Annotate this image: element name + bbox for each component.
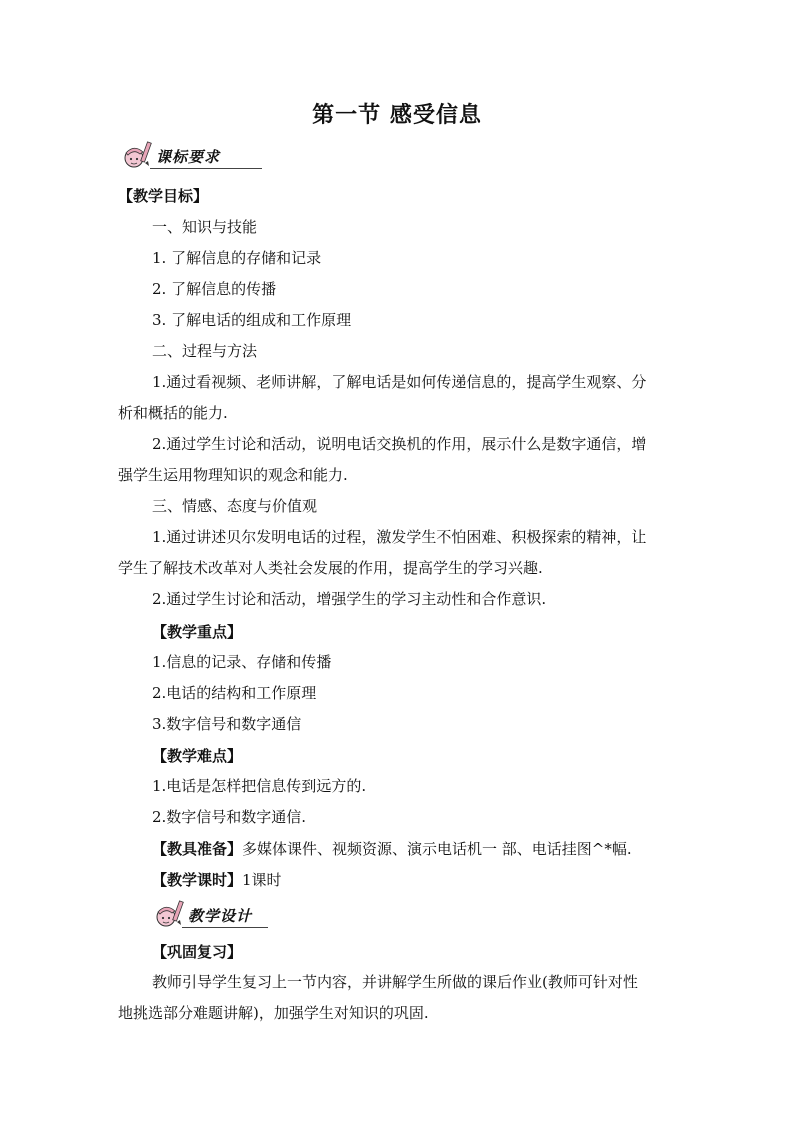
knowledge-item-3: 3. 了解电话的组成和工作原理 bbox=[152, 311, 352, 329]
emotion-heading: 三、情感、态度与价值观 bbox=[152, 497, 318, 515]
teaching-tools bbox=[152, 839, 632, 859]
process-item-2-line-1: 2.通过学生讨论和活动，说明电话交换机的作用，展示什么是数字通信，增 bbox=[152, 435, 647, 453]
process-item-2-line-2: 强学生运用物理知识的观念和能力. bbox=[118, 466, 348, 484]
process-item-1-line-2: 析和概括的能力. bbox=[118, 404, 228, 422]
section-underline bbox=[150, 168, 262, 169]
difficulties-heading: 【教学难点】 bbox=[152, 747, 243, 765]
key-points-heading: 【教学重点】 bbox=[152, 623, 243, 641]
process-heading: 二、过程与方法 bbox=[152, 342, 258, 360]
teaching-hours bbox=[152, 870, 282, 890]
section-label-design: 教学设计 bbox=[188, 907, 253, 925]
difficulty-1: 1.电话是怎样把信息传到远方的. bbox=[152, 777, 367, 795]
key-point-2: 2.电话的结构和工作原理 bbox=[152, 684, 317, 702]
teaching-hours-text: 1课时 bbox=[242, 871, 282, 889]
review-heading: 【巩固复习】 bbox=[152, 943, 243, 961]
section-label-curriculum: 课标要求 bbox=[156, 148, 221, 166]
page-title: 第一节 感受信息 bbox=[312, 103, 482, 128]
knowledge-item-2: 2. 了解信息的传播 bbox=[152, 280, 277, 298]
review-line-2: 地挑选部分难题讲解)，加强学生对知识的巩固. bbox=[118, 1004, 429, 1022]
emotion-item-2: 2.通过学生讨论和活动，增强学生的学习主动性和合作意识. bbox=[152, 590, 547, 608]
section-underline bbox=[182, 927, 268, 928]
key-point-3: 3.数字信号和数字通信 bbox=[152, 715, 302, 733]
difficulty-2: 2.数字信号和数字通信. bbox=[152, 808, 307, 826]
knowledge-item-1: 1. 了解信息的存储和记录 bbox=[152, 249, 322, 267]
process-item-1-line-1: 1.通过看视频、老师讲解，了解电话是如何传递信息的，提高学生观察、分 bbox=[152, 373, 647, 391]
emotion-item-1-line-1: 1.通过讲述贝尔发明电话的过程，激发学生不怕困难、积极探索的精神，让 bbox=[152, 528, 647, 546]
section-banner-design bbox=[150, 899, 300, 933]
knowledge-heading: 一、知识与技能 bbox=[152, 218, 258, 236]
section-banner-curriculum bbox=[118, 140, 268, 174]
goals-heading: 【教学目标】 bbox=[118, 187, 209, 205]
teaching-hours-label: 【教学课时】 bbox=[152, 871, 243, 889]
review-line-1: 教师引导学生复习上一节内容，并讲解学生所做的课后作业(教师可针对性 bbox=[152, 973, 638, 991]
key-point-1: 1.信息的记录、存储和传播 bbox=[152, 653, 332, 671]
emotion-item-1-line-2: 学生了解技术改革对人类社会发展的作用，提高学生的学习兴趣. bbox=[118, 559, 543, 577]
teaching-tools-text: 多媒体课件、视频资源、演示电话机一 部、电话挂图^*幅. bbox=[242, 840, 632, 858]
teaching-tools-label: 【教具准备】 bbox=[152, 840, 243, 858]
